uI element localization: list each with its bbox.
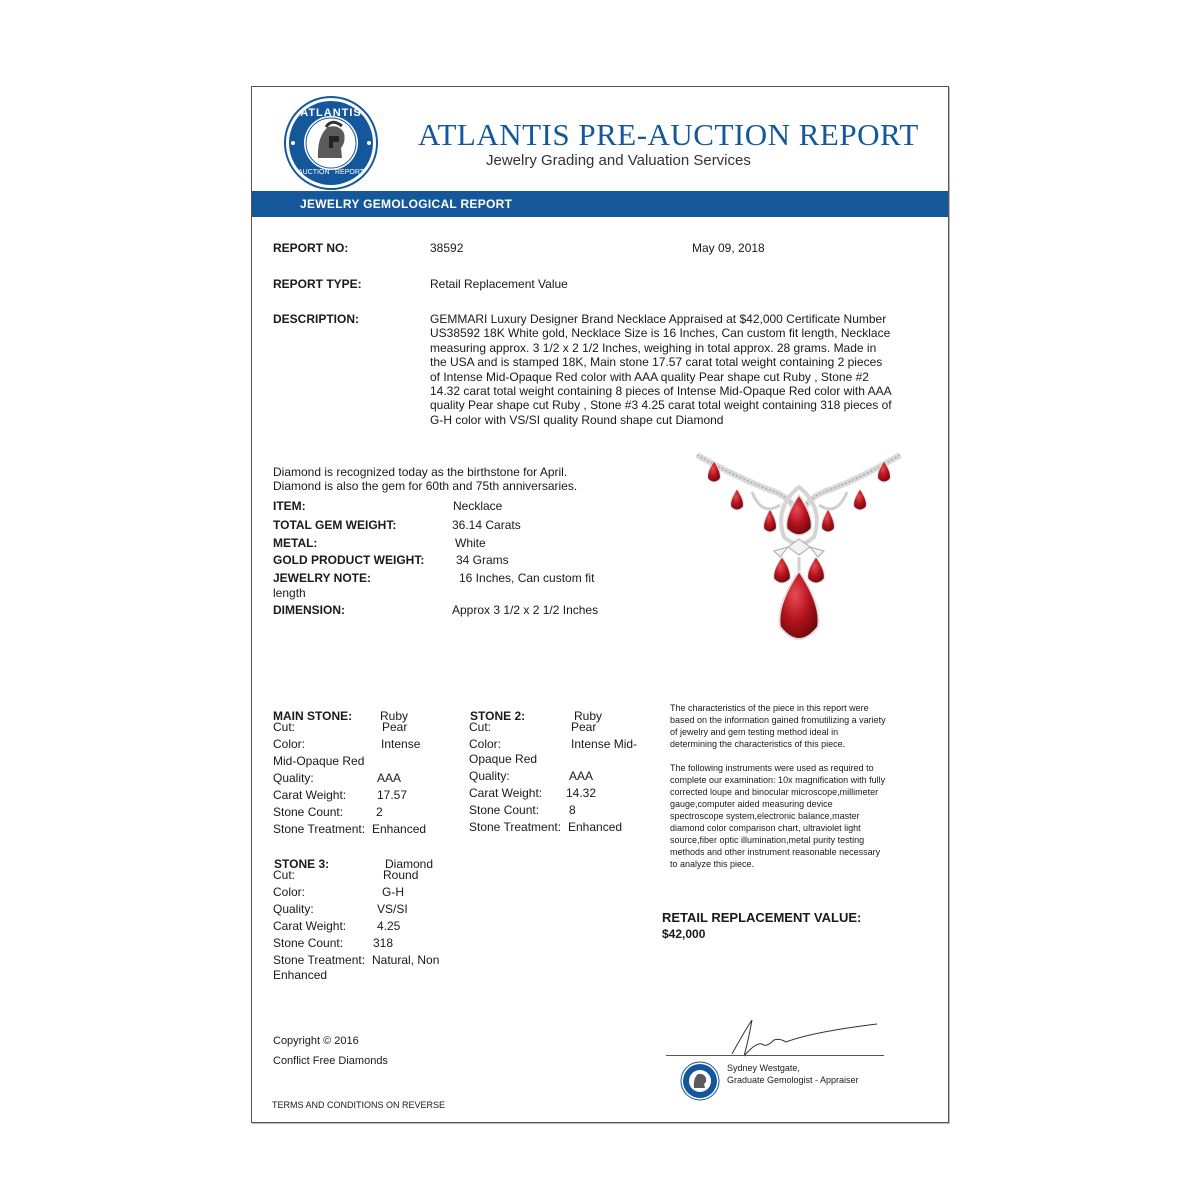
header-band bbox=[252, 191, 948, 217]
stone-3-count: 318 bbox=[373, 936, 394, 950]
note-line: source,fiber optic illumination,metal purity testing bbox=[670, 835, 865, 845]
note-line: determining the characteristics of this piece. bbox=[670, 739, 846, 749]
gold-weight-label: GOLD PRODUCT WEIGHT: bbox=[273, 553, 425, 567]
stone-2-label: STONE 2: bbox=[470, 709, 526, 723]
stone-3-treatment: Natural, Non bbox=[372, 953, 440, 967]
stone-3-color: G-H bbox=[382, 885, 404, 899]
jewelry-note-value: 16 Inches, Can custom fit bbox=[459, 571, 595, 585]
main-stone-carat: 17.57 bbox=[377, 788, 408, 802]
total-gem-weight-value: 36.14 Carats bbox=[452, 518, 521, 532]
birthstone-line-2: Diamond is also the gem for 60th and 75th anniversaries. bbox=[273, 479, 578, 493]
report-type-label: REPORT TYPE: bbox=[273, 277, 362, 291]
retail-value-amount: $42,000 bbox=[662, 927, 706, 941]
note-line: diamond color comparison chart, ultraviolet light bbox=[670, 823, 861, 833]
stone-2-color-label: Color: bbox=[469, 737, 502, 751]
stone-2-color-continuation: Opaque Red bbox=[469, 752, 538, 766]
main-stone-color: Intense bbox=[381, 737, 421, 751]
stone-2-quality: AAA bbox=[569, 769, 594, 783]
description-line: measuring approx. 3 1/2 x 2 1/2 Inches, weighing in total approx. 28 grams. Made in bbox=[430, 340, 877, 355]
metal-value: White bbox=[455, 536, 486, 550]
terms-text: TERMS AND CONDITIONS ON REVERSE bbox=[272, 1100, 446, 1110]
note-line: to analyze this piece. bbox=[670, 859, 755, 869]
stone-2-treatment: Enhanced bbox=[568, 820, 623, 834]
instruments-note bbox=[670, 762, 920, 870]
main-stone-cut: Pear bbox=[382, 720, 408, 734]
main-stone-carat-label: Carat Weight: bbox=[273, 788, 347, 802]
metal-label: METAL: bbox=[273, 536, 318, 550]
note-line: based on the information gained fromutilizing a variety bbox=[670, 715, 886, 725]
stone-3-name: Diamond bbox=[385, 857, 434, 871]
signer-name: Sydney Westgate, bbox=[727, 1063, 800, 1073]
stone-2-block bbox=[469, 707, 649, 837]
note-line: The following instruments were used as required to bbox=[670, 763, 874, 773]
main-stone-treatment-label: Stone Treatment: bbox=[273, 822, 366, 836]
dimension-value: Approx 3 1/2 x 2 1/2 Inches bbox=[452, 603, 599, 617]
report-date: May 09, 2018 bbox=[692, 241, 765, 255]
main-stone-label: MAIN STONE: bbox=[273, 709, 353, 723]
report-no-label: REPORT NO: bbox=[273, 241, 349, 255]
birthstone-line-1: Diamond is recognized today as the birthstone for April. bbox=[273, 465, 568, 479]
atlantis-logo bbox=[284, 96, 378, 190]
stone-2-name: Ruby bbox=[574, 709, 603, 723]
description-line: US38592 18K White gold, Necklace Size is 16 Inches, Can custom fit length, Necklace bbox=[430, 326, 891, 341]
stone-3-cut: Round bbox=[383, 868, 419, 882]
necklace-image bbox=[692, 447, 907, 662]
stone-3-treatment-label: Stone Treatment: bbox=[273, 953, 366, 967]
note-line: The characteristics of the piece in this report were bbox=[670, 703, 869, 713]
stone-2-color: Intense Mid- bbox=[571, 737, 638, 751]
report-title: ATLANTIS PRE-AUCTION REPORT bbox=[418, 117, 919, 152]
main-stone-count-label: Stone Count: bbox=[273, 805, 344, 819]
main-stone-treatment: Enhanced bbox=[372, 822, 427, 836]
stone-2-cut: Pear bbox=[571, 720, 597, 734]
stone-2-carat-label: Carat Weight: bbox=[469, 786, 543, 800]
main-stone-cut-label: Cut: bbox=[273, 720, 296, 734]
dimension-label: DIMENSION: bbox=[273, 603, 345, 617]
logo-bottom-right-text: REPORT bbox=[335, 169, 365, 176]
stone-3-block bbox=[273, 855, 473, 985]
note-line: corrected loupe and binocular microscope,millimeter bbox=[670, 787, 879, 797]
note-line: spectroscope system,electronic balance,master bbox=[670, 811, 860, 821]
logo-top-text: ATLANTIS bbox=[300, 107, 362, 119]
stone-3-carat: 4.25 bbox=[377, 919, 401, 933]
main-stone-name: Ruby bbox=[380, 709, 409, 723]
item-value: Necklace bbox=[453, 499, 503, 513]
jewelry-note-continuation: length bbox=[273, 586, 306, 600]
description-line: G-H color with VS/SI quality Round shape cut Diamond bbox=[430, 412, 724, 427]
total-gem-weight-label: TOTAL GEM WEIGHT: bbox=[273, 518, 397, 532]
report-page bbox=[251, 86, 949, 1123]
main-stone-quality: AAA bbox=[377, 771, 402, 785]
stone-3-quality-label: Quality: bbox=[273, 902, 314, 916]
signer-title: Graduate Gemologist - Appraiser bbox=[727, 1075, 859, 1085]
description-line: quality Pear shape cut Ruby , Stone #3 4.25 carat total weight containing 318 pieces of bbox=[430, 398, 892, 413]
characteristics-note bbox=[670, 702, 920, 750]
stone-3-quality: VS/SI bbox=[377, 902, 408, 916]
description-line: the USA and is stamped 18K, Main stone 17.57 carat total weight containing 2 pieces bbox=[430, 355, 883, 370]
item-label: ITEM: bbox=[273, 499, 306, 513]
stone-2-count: 8 bbox=[569, 803, 576, 817]
stone-2-quality-label: Quality: bbox=[469, 769, 510, 783]
stone-2-carat: 14.32 bbox=[566, 786, 597, 800]
band-label: JEWELRY GEMOLOGICAL REPORT bbox=[300, 197, 513, 211]
report-type-value: Retail Replacement Value bbox=[430, 277, 568, 291]
note-line: methods and other instrument reasonable necessary bbox=[670, 847, 881, 857]
signer-seal-icon bbox=[680, 1061, 720, 1101]
jewelry-note-label: JEWELRY NOTE: bbox=[273, 571, 372, 585]
stone-2-count-label: Stone Count: bbox=[469, 803, 540, 817]
main-stone-color-label: Color: bbox=[273, 737, 306, 751]
note-line: complete our examination: 10x magnification with fully bbox=[670, 775, 886, 785]
note-line: gauge,computer aided measuring device bbox=[670, 799, 833, 809]
stone-2-treatment-label: Stone Treatment: bbox=[469, 820, 562, 834]
stone-2-cut-label: Cut: bbox=[469, 720, 492, 734]
main-stone-quality-label: Quality: bbox=[273, 771, 314, 785]
description-line: 14.32 carat total weight containing 8 pieces of Intense Mid-Opaque Red color with AAA bbox=[430, 384, 892, 399]
stone-3-label: STONE 3: bbox=[274, 857, 330, 871]
copyright: Copyright © 2016 bbox=[273, 1035, 359, 1047]
description-text bbox=[430, 312, 910, 427]
conflict-free-text: Conflict Free Diamonds bbox=[273, 1055, 388, 1067]
note-line: of jewelry and gem testing method ideal in bbox=[670, 727, 839, 737]
retail-value-label: RETAIL REPLACEMENT VALUE: bbox=[662, 910, 862, 925]
stone-3-color-label: Color: bbox=[273, 885, 306, 899]
main-stone-block bbox=[273, 707, 453, 837]
description-line: of Intense Mid-Opaque Red color with AAA quality Pear shape cut Ruby , Stone #2 bbox=[430, 369, 869, 384]
main-stone-color-continuation: Mid-Opaque Red bbox=[273, 754, 365, 768]
signature-line bbox=[666, 1055, 884, 1056]
logo-bottom-left-text: AUCTION bbox=[298, 169, 330, 176]
description-line: GEMMARI Luxury Designer Brand Necklace Appraised at $42,000 Certificate Number bbox=[430, 312, 887, 326]
stone-3-cut-label: Cut: bbox=[273, 868, 296, 882]
main-stone-count: 2 bbox=[376, 805, 383, 819]
gold-weight-value: 34 Grams bbox=[456, 553, 509, 567]
stone-3-count-label: Stone Count: bbox=[273, 936, 344, 950]
description-label: DESCRIPTION: bbox=[273, 312, 360, 326]
stone-3-treatment-continuation: Enhanced bbox=[273, 968, 328, 982]
report-no-value: 38592 bbox=[430, 241, 464, 255]
stone-3-carat-label: Carat Weight: bbox=[273, 919, 347, 933]
report-subtitle: Jewelry Grading and Valuation Services bbox=[486, 152, 751, 169]
